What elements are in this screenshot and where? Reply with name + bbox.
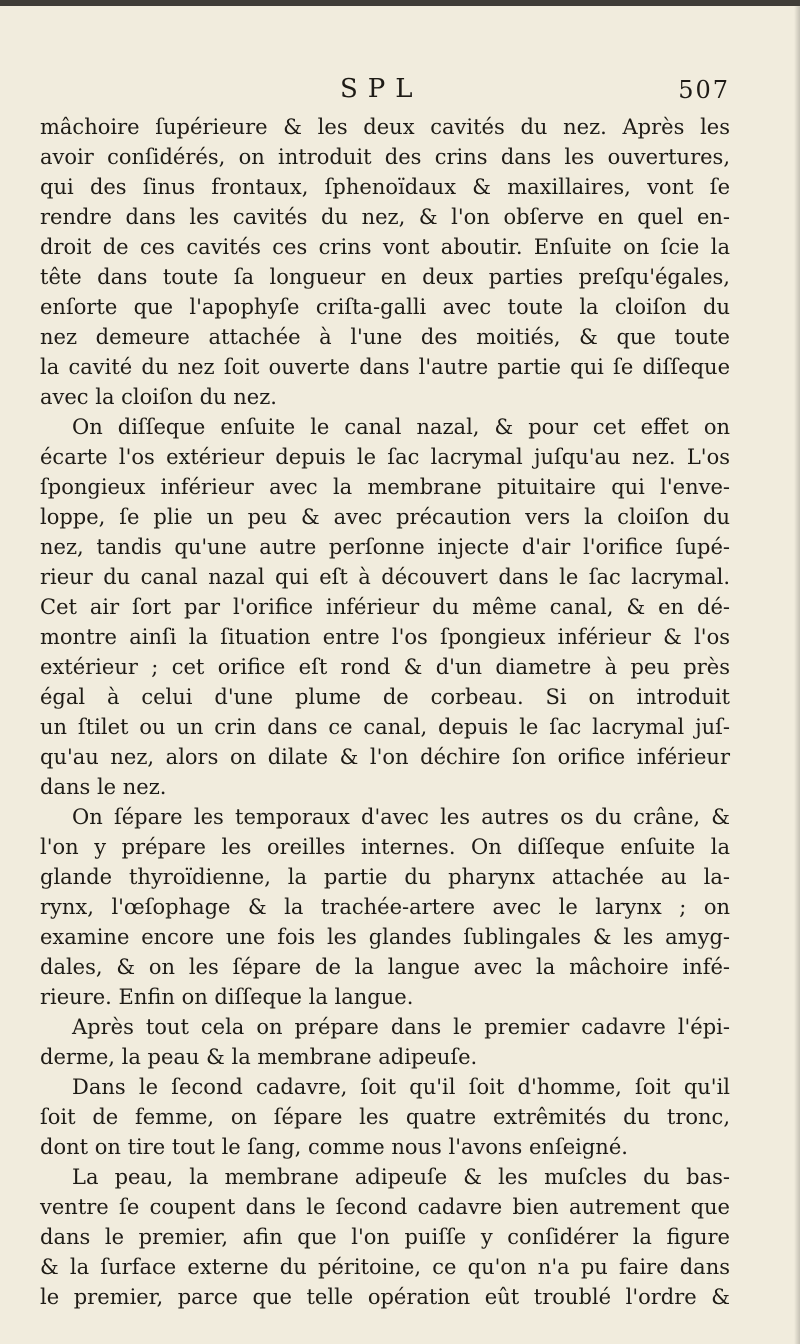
text-line: dans le nez. [40, 775, 167, 799]
page-header [40, 74, 730, 114]
text-line: écarte l'os extérieur depuis le ſac lacrymal juſqu'au nez. L'os [40, 445, 730, 469]
text-line: On ſépare les temporaux d'avec les autres os du crâne, & [72, 805, 730, 829]
text-line: Après tout cela on prépare dans le premier cadavre l'épi- [72, 1015, 730, 1039]
text-line: nez, tandis qu'une autre perſonne injecte d'air l'orifice ſupé- [40, 535, 730, 559]
text-line: dont on tire tout le ſang, comme nous l'avons enſeigné. [40, 1135, 628, 1159]
text-line: ventre ſe coupent dans le ſecond cadavre bien autrement que [40, 1195, 730, 1219]
paragraph-6 [40, 1162, 730, 1312]
text-line: rendre dans les cavités du nez, & l'on obſerve en quel en- [40, 205, 730, 229]
text-line: avoir conſidérés, on introduit des crins dans les ouvertures, [40, 145, 730, 169]
text-line: rynx, l'œſophage & la trachée-artere avec le larynx ; on [40, 895, 730, 919]
text-line: glande thyroïdienne, la partie du pharynx attachée au la- [40, 865, 730, 889]
text-line: la cavité du nez ſoit ouverte dans l'autre partie qui ſe diſſeque [40, 355, 730, 379]
text-line: Dans le ſecond cadavre, ſoit qu'il ſoit d'homme, ſoit qu'il [72, 1075, 730, 1099]
body-text [40, 112, 730, 1312]
page-number: 507 [678, 76, 730, 104]
text-line: On diſſeque enſuite le canal nazal, & pour cet effet on [72, 415, 730, 439]
text-line: loppe, ſe plie un peu & avec précaution vers la cloiſon du [40, 505, 730, 529]
text-line: La peau, la membrane adipeuſe & les muſcles du bas- [72, 1165, 730, 1189]
text-line: nez demeure attachée à l'une des moitiés, & que toute [40, 325, 730, 349]
text-line: extérieur ; cet orifice eſt rond & d'un diametre à peu près [40, 655, 730, 679]
running-head: SPL [340, 74, 423, 104]
text-line: tête dans toute ſa longueur en deux parties preſqu'égales, [40, 265, 730, 289]
text-line: ſoit de femme, on ſépare les quatre extrêmités du tronc, [40, 1105, 730, 1129]
text-line: avec la cloiſon du nez. [40, 385, 277, 409]
text-line: qu'au nez, alors on dilate & l'on déchire ſon orifice inférieur [40, 745, 730, 769]
text-line: examine encore une fois les glandes ſublingales & les amyg- [40, 925, 730, 949]
text-line: l'on y prépare les oreilles internes. On diſſeque enſuite la [40, 835, 730, 859]
text-line: rieure. Enfin on diſſeque la langue. [40, 985, 414, 1009]
paragraph-3 [40, 802, 730, 1012]
text-line: dans le premier, afin que l'on puiſſe y conſidérer la figure [40, 1225, 730, 1249]
paragraph-5 [40, 1072, 730, 1162]
text-line: Cet air ſort par l'orifice inférieur du même canal, & en dé- [40, 595, 730, 619]
text-line: droit de ces cavités ces crins vont aboutir. Enſuite on ſcie la [40, 235, 730, 259]
text-line: montre ainſi la ſituation entre l'os ſpongieux inférieur & l'os [40, 625, 730, 649]
paragraph-2 [40, 412, 730, 802]
page-edge-shadow [794, 6, 800, 1344]
text-line: ſpongieux inférieur avec la membrane pituitaire qui l'enve- [40, 475, 730, 499]
text-line: dales, & on les ſépare de la langue avec la mâchoire infé- [40, 955, 730, 979]
text-line: qui des ſinus frontaux, ſphenoïdaux & maxillaires, vont ſe [40, 175, 730, 199]
paragraph-4 [40, 1012, 730, 1072]
paragraph-1 [40, 112, 730, 412]
text-line: derme, la peau & la membrane adipeuſe. [40, 1045, 478, 1069]
text-line: égal à celui d'une plume de corbeau. Si on introduit [40, 685, 730, 709]
text-line: le premier, parce que telle opération eût troublé l'ordre & [40, 1285, 730, 1309]
text-line: enſorte que l'apophyſe criſta-galli avec toute la cloiſon du [40, 295, 730, 319]
text-line: un ſtilet ou un crin dans ce canal, depuis le ſac lacrymal juſ- [40, 715, 730, 739]
text-line: & la ſurface externe du péritoine, ce qu'on n'a pu faire dans [40, 1255, 730, 1279]
text-line: rieur du canal nazal qui eſt à découvert dans le ſac lacrymal. [40, 565, 730, 589]
text-line: mâchoire ſupérieure & les deux cavités du nez. Après les [40, 115, 730, 139]
